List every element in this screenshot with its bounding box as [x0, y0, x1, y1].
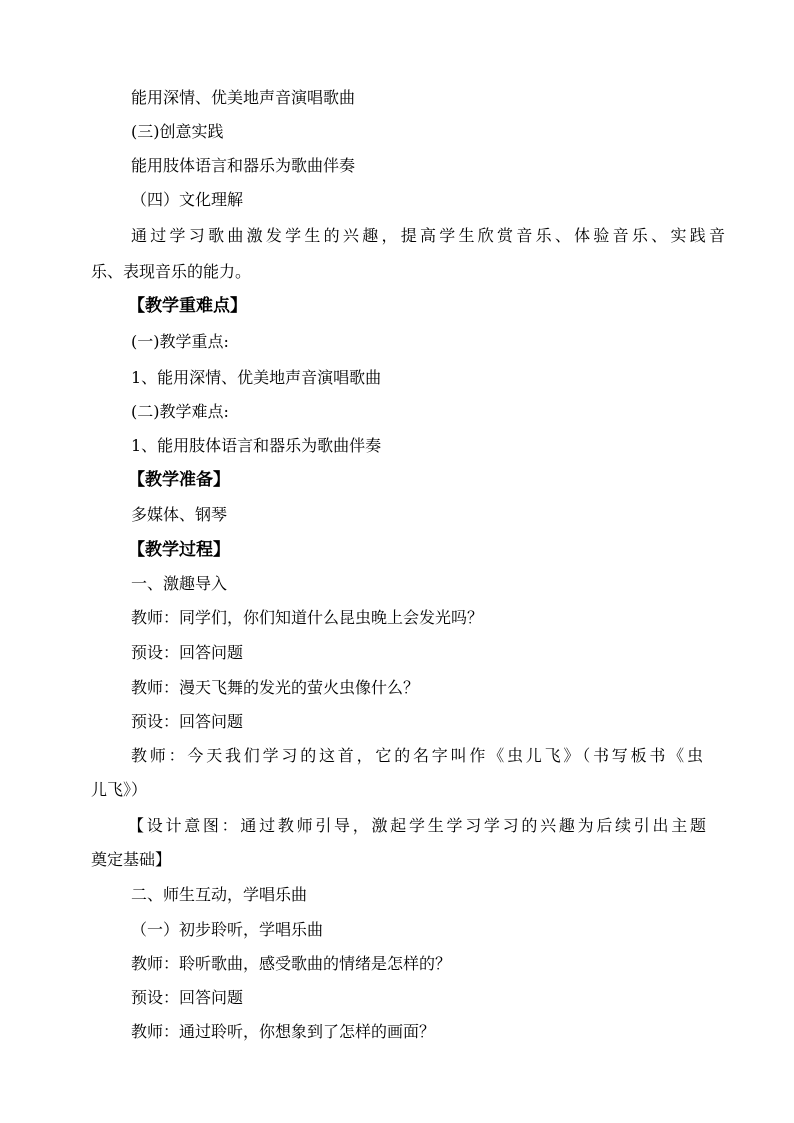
bold-heading: 【教学重难点】 [128, 296, 247, 316]
bold-heading: 【教学过程】 [128, 540, 230, 560]
dialogue-line: 教师：同学们，你们知道什么昆虫晚上会发光吗？ [131, 608, 484, 627]
section-heading: (三)创意实践 [131, 122, 224, 141]
dialogue-line: 预设：回答问题 [131, 712, 244, 731]
bold-heading: 【教学准备】 [128, 470, 230, 490]
dialogue-line: 教师：漫天飞舞的发光的萤火虫像什么？ [131, 678, 420, 697]
section-heading: (一)教学重点: [131, 332, 229, 351]
dialogue-line: 预设：回答问题 [131, 643, 244, 662]
paragraph: 能用肢体语言和器乐为歌曲伴奏 [131, 156, 356, 175]
dialogue-line: 教师：通过聆听，你想象到了怎样的画面？ [131, 1022, 436, 1041]
section-heading: (二)教学难点: [131, 402, 229, 421]
dialogue-line: 教师：今天我们学习的这首，它的名字叫作《虫儿飞》（书写板书《虫 [131, 746, 703, 765]
paragraph: 能用深情、优美地声音演唱歌曲 [131, 88, 356, 107]
list-item: 1、能用深情、优美地声音演唱歌曲 [131, 368, 382, 387]
section-heading: （四）文化理解 [131, 190, 244, 209]
paragraph: 通过学习歌曲激发学生的兴趣，提高学生欣赏音乐、体验音乐、实践音 [131, 226, 725, 245]
design-note: 【设计意图：通过教师引导，激起学生学习学习的兴趣为后续引出主题 [128, 816, 706, 835]
design-note-continuation: 奠定基础】 [91, 850, 172, 869]
section-heading: 一、激趣导入 [131, 574, 228, 593]
list-item: 1、能用肢体语言和器乐为歌曲伴奏 [131, 436, 382, 455]
section-heading: （一）初步聆听，学唱乐曲 [131, 920, 324, 939]
paragraph: 多媒体、钢琴 [131, 505, 228, 524]
dialogue-line: 预设：回答问题 [131, 988, 244, 1007]
section-heading: 二、师生互动，学唱乐曲 [131, 885, 308, 904]
dialogue-line: 教师：聆听歌曲，感受歌曲的情绪是怎样的？ [131, 954, 452, 973]
paragraph-continuation: 乐、表现音乐的能力。 [91, 262, 252, 281]
dialogue-continuation: 儿飞》） [91, 780, 148, 799]
